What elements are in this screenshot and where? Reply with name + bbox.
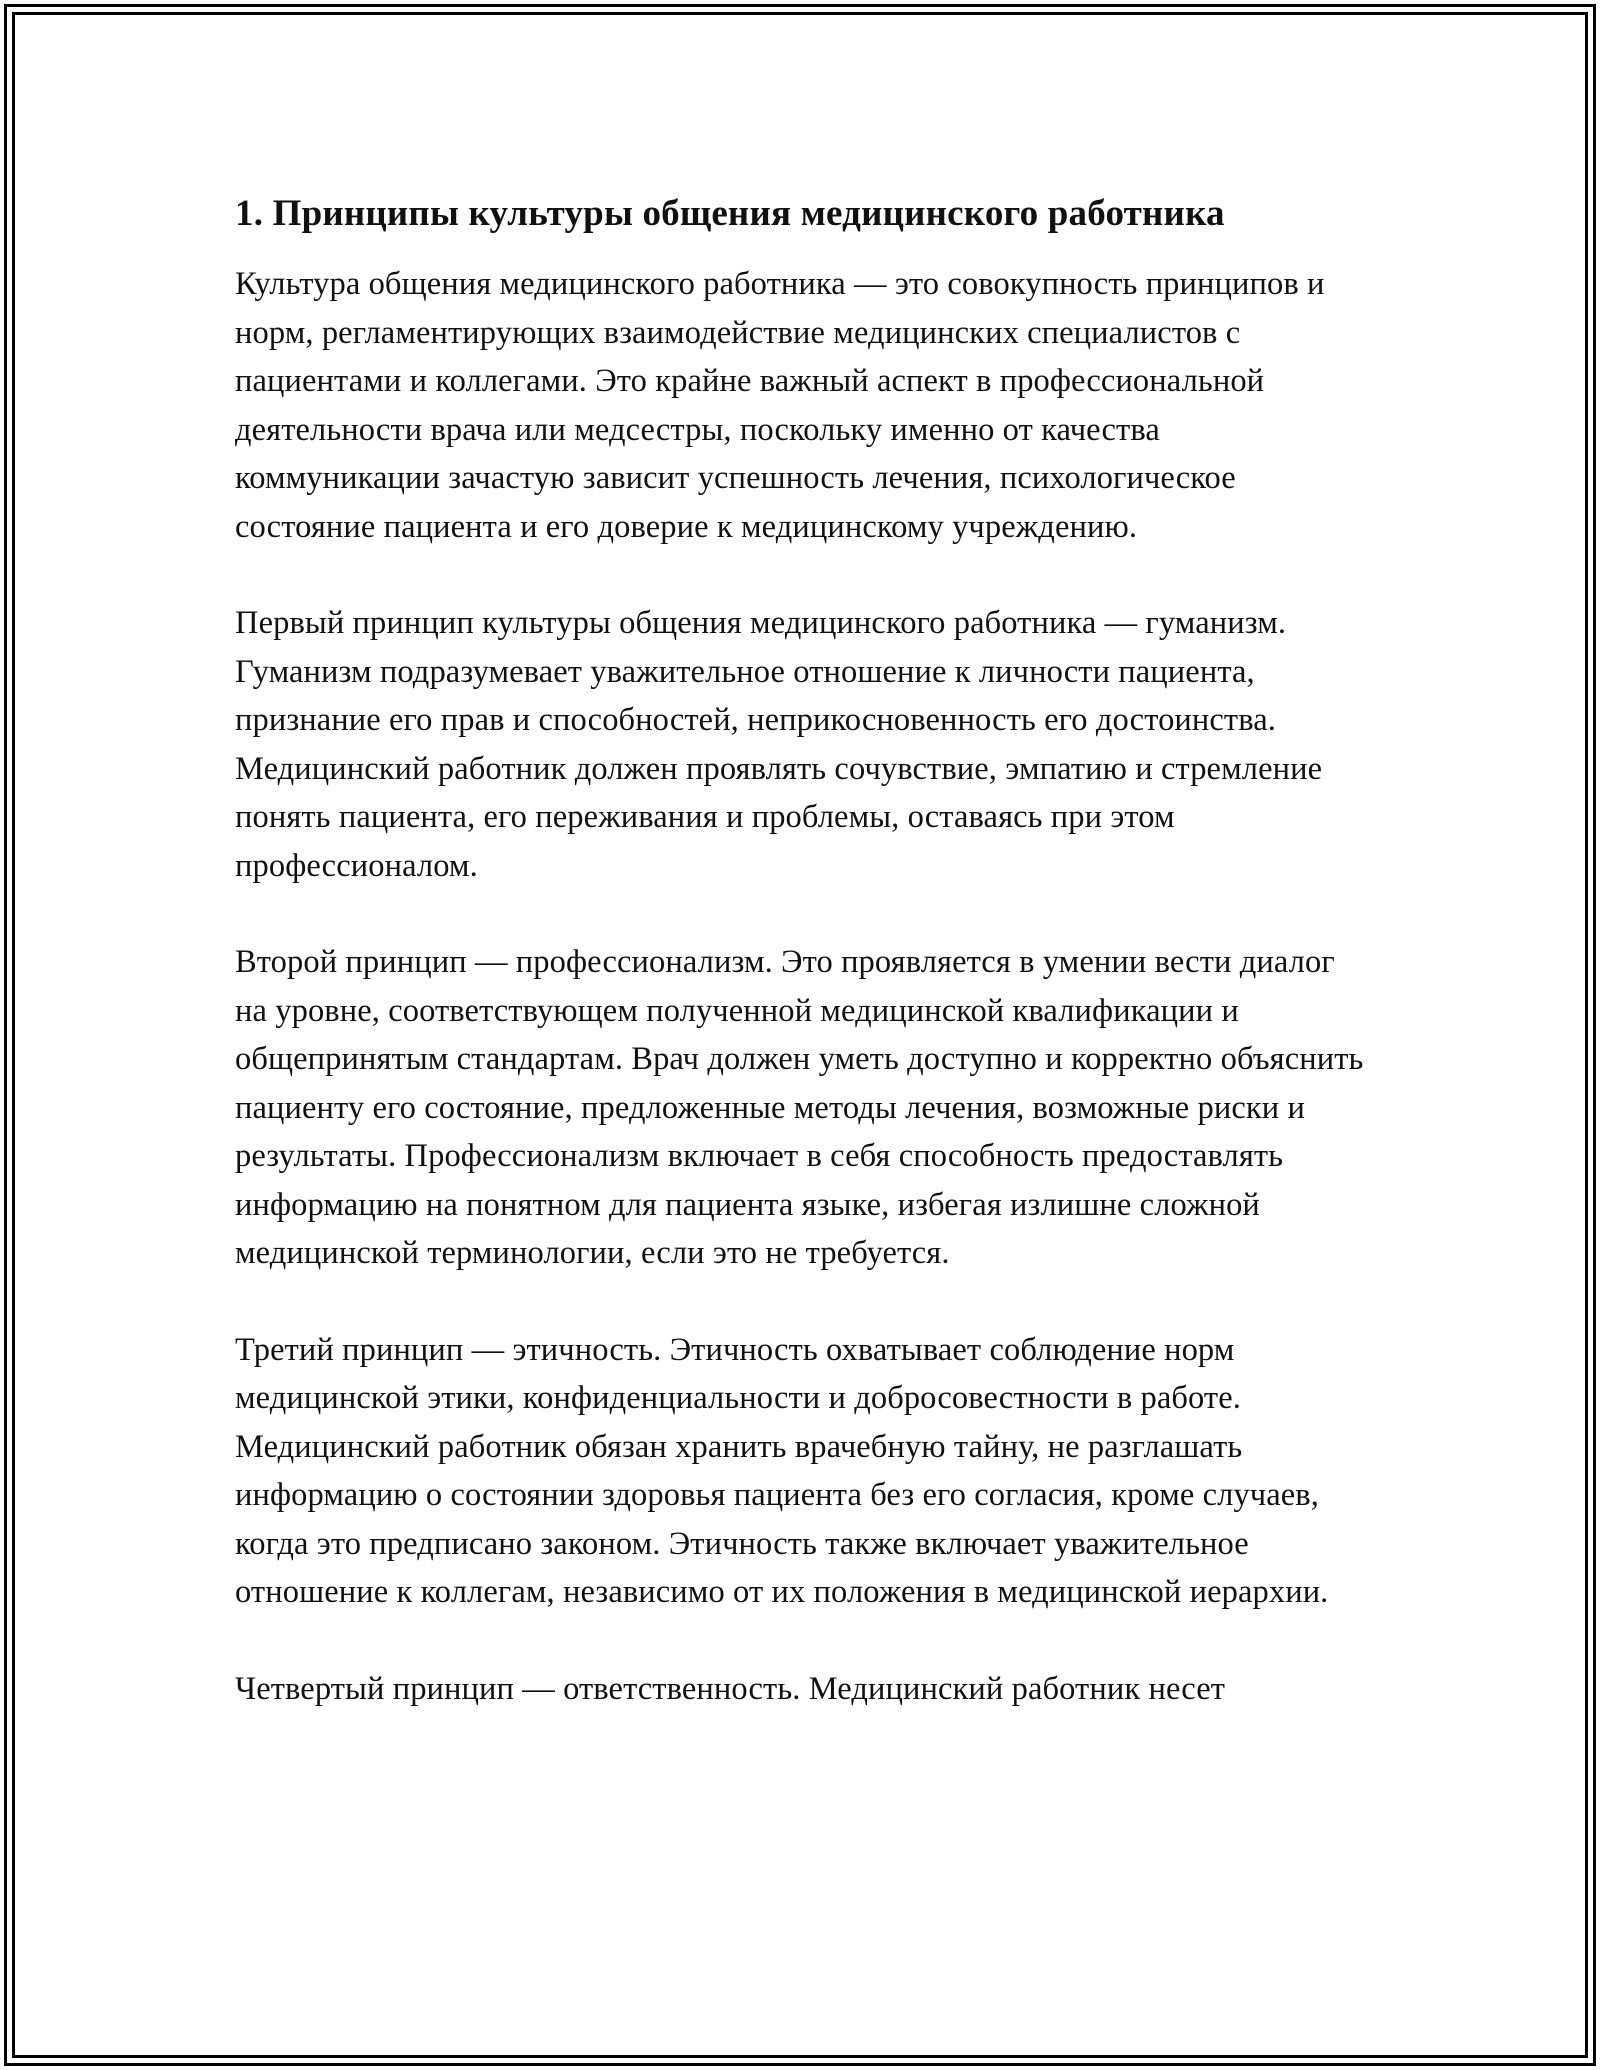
document-body <box>235 190 1370 1761</box>
paragraph-professionalism: Второй принцип — профессионализм. Это проявляется в умении вести диалог на уровне, соответствующем полученной медицинской квалификации и общепринятым стандартам. Врач должен уметь доступно и корректно объяснить пациенту его состояние, предложенные методы лечения, возможные риски и результаты. Профессионализм включает в себя способность предоставлять информацию на понятном для пациента языке, избегая излишне сложной медицинской терминологии, если это не требуется. <box>235 944 1364 1271</box>
paragraph-introduction: Культура общения медицинского работника — это совокупность принципов и норм, регламентирующих взаимодействие медицинских специалистов с пациентами и коллегами. Это крайне важный аспект в профессиональной деятельности врача или медсестры, поскольку именно от качества коммуникации зачастую зависит успешность лечения, психологическое состояние пациента и его доверие к медицинскому учреждению. <box>235 266 1325 545</box>
paragraph-humanism: Первый принцип культуры общения медицинского работника — гуманизм. Гуманизм подразумевает уважительное отношение к личности пациента, признание его прав и способностей, неприкосновенность его достоинства. Медицинский работник должен проявлять сочувствие, эмпатию и стремление понять пациента, его переживания и проблемы, оставаясь при этом профессионалом. <box>235 605 1323 884</box>
paragraph-responsibility: Четвертый принцип — ответственность. Медицинский работник несет <box>235 1670 1226 1707</box>
paragraph-ethics: Третий принцип — этичность. Этичность охватывает соблюдение норм медицинской этики, конфиденциальности и добросовестности в работе. Медицинский работник обязан хранить врачебную тайну, не разглашать информацию о состоянии здоровья пациента без его согласия, кроме случаев, когда это предписано законом. Этичность также включает уважительное отношение к коллегам, независимо от их положения в медицинской иерархии. <box>235 1331 1329 1610</box>
section-heading: 1. Принципы культуры общения медицинского работника <box>235 193 1225 234</box>
